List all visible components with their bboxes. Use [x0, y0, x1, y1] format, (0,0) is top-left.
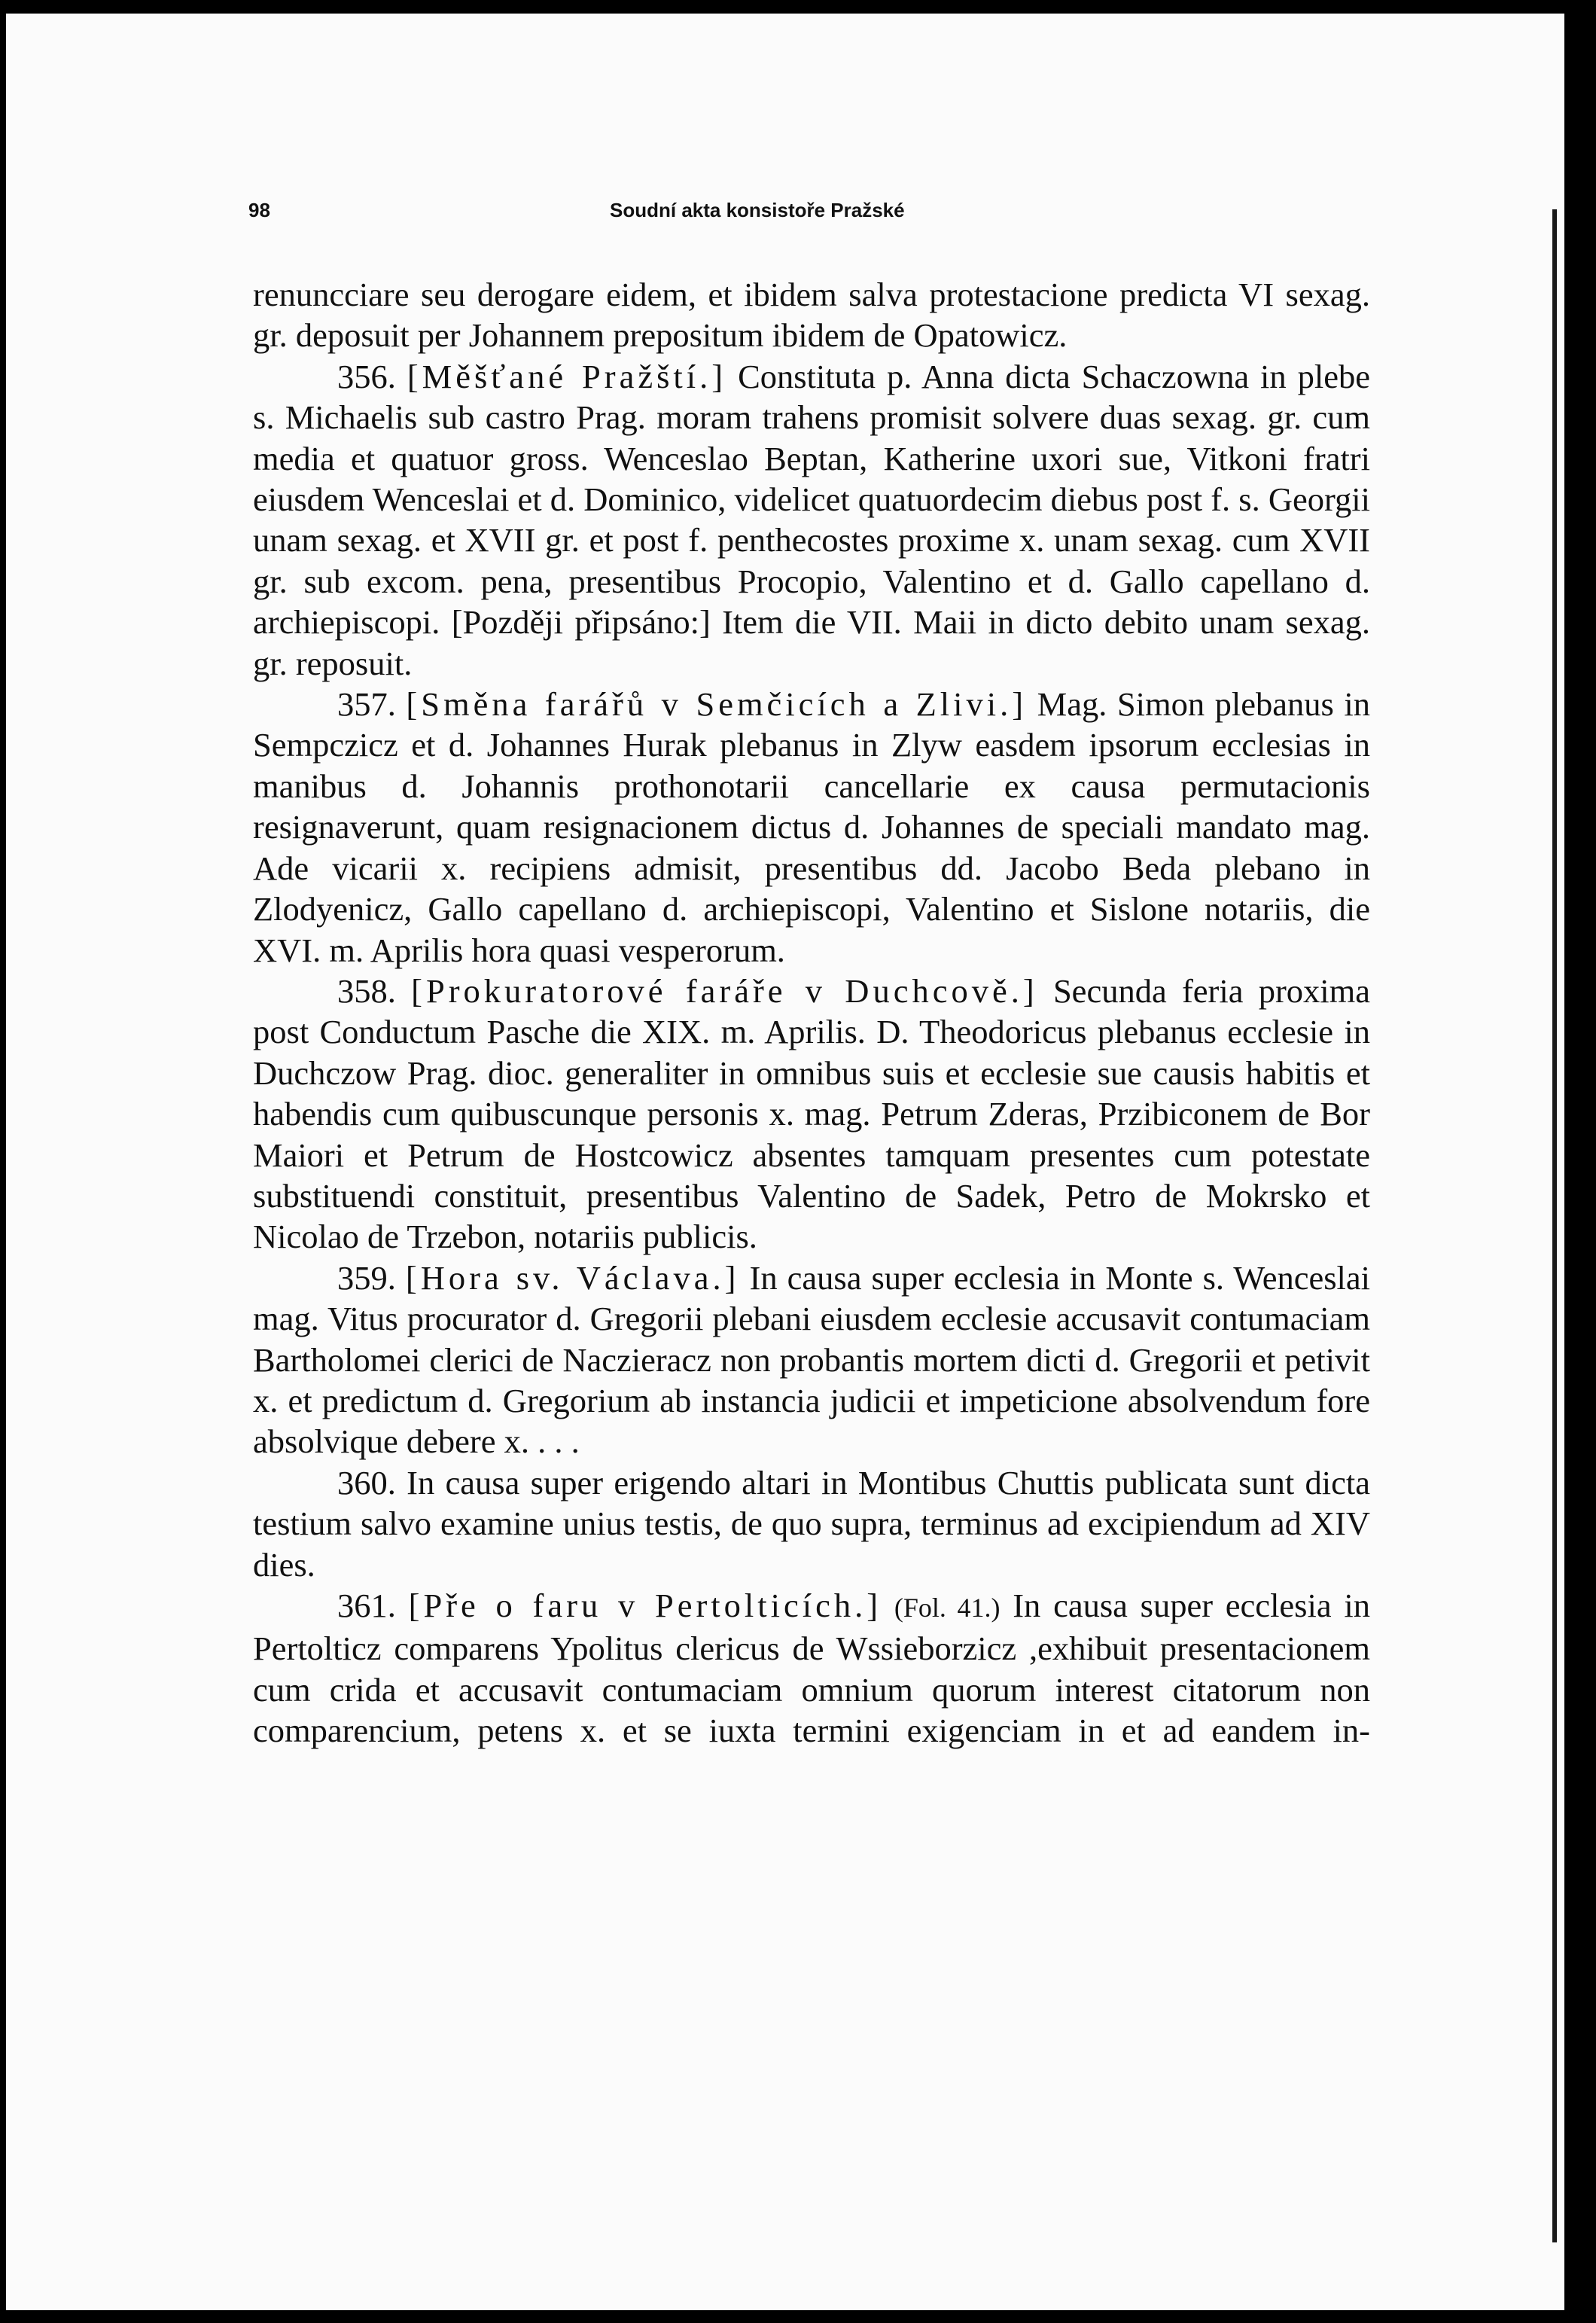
- entry-359: [253, 1258, 1370, 1462]
- entry-text: In causa super ecclesia in Pertolticz comparens Ypolitus clericus de Wssieborzicz ,exhibuit presentacionem cum crida et accusavit contumaciam omnium quorum interest citatorum non comparencium, petens x. et se iuxta termini exigenciam in et ad eandem in-: [253, 1587, 1370, 1750]
- entry-number: 361.: [337, 1587, 396, 1624]
- entry-360: [253, 1462, 1370, 1585]
- entry-title: [Směna farářů v Semčicích a Zlivi.]: [406, 685, 1028, 724]
- entry-357: [253, 684, 1370, 971]
- entry-number: 358.: [337, 971, 396, 1010]
- entry-text: Mag. Simon plebanus in Sempczicz et d. Johannes Hurak plebanus in Zlyw easdem ipsorum ecclesias in manibus d. Johannis prothonotarii cancellarie ex causa permutacionis resignaverunt, quam resignacionem dictus d. Johannes de speciali mandato mag. Ade vicarii x. recipiens admisit, presentibus dd. Jacobo Beda plebano in Zlodyenicz, Gallo capellano d. archiepiscopi, Valentino et Sislone notariis, die XVI. m. Aprilis hora quasi vesperorum.: [253, 685, 1371, 969]
- paragraph-continuation: [253, 274, 1370, 356]
- entry-356: [253, 356, 1370, 684]
- entry-number: 360.: [337, 1463, 396, 1501]
- running-title: Soudní akta konsistoře Pražské: [610, 199, 905, 221]
- entry-text: In causa super ecclesia in Monte s. Wenceslai mag. Vitus procurator d. Gregorii plebani eiusdem ecclesie accusavit contumaciam Bartholomei clerici de Naczieracz non probantis mortem dicti d. Gregorii et petivit x. et predictum d. Gregorium ab instancia judicii et impeticione absolvendum fore absolvique debere x. . . .: [253, 1258, 1371, 1461]
- body-text: [253, 274, 1370, 1751]
- entry-title: [Měšťané Pražští.]: [407, 357, 727, 395]
- entry-text: In causa super erigendo altari in Montibus Chuttis publicata sunt dicta testium salvo examine unius testis, de quo supra, terminus ad excipiendum ad XIV dies.: [253, 1463, 1370, 1584]
- entry-number: 357.: [337, 685, 396, 724]
- paragraph-text: renuncciare seu derogare eidem, et ibidem salva protestacione predicta VI sexag. gr. deposuit per Johannem prepositum ibidem de Opatowicz.: [253, 276, 1370, 355]
- entry-358: [253, 971, 1370, 1258]
- entry-text: Constituta p. Anna dicta Schaczowna in plebe s. Michaelis sub castro Prag. moram trahens promisit solvere duas sexag. gr. cum media et quatuor gross. Wenceslao Beptan, Katherine uxori sue, Vitkoni fratri eiusdem Wenceslai et d. Dominico, videlicet quatuordecim diebus post f. s. Georgii unam sexag. et XVII gr. et post f. penthecostes proxime x. unam sexag. cum XVII gr. sub excom. pena, presentibus Procopio, Valentino et d. Gallo capellano d. archiepiscopi. [Později připsáno:] Item die VII. Maii in dicto debito unam sexag. gr. reposuit.: [253, 357, 1370, 682]
- entry-361: [253, 1585, 1370, 1751]
- folio-reference: (Fol. 41.): [894, 1593, 1001, 1623]
- entry-number: 359.: [337, 1258, 396, 1297]
- entry-number: 356.: [337, 357, 396, 395]
- entry-title: [Prokuratorové faráře v Duchcově.]: [411, 971, 1038, 1010]
- page-number: 98: [248, 199, 270, 221]
- binding-edge-mark: [1552, 209, 1557, 2242]
- entry-title: [Pře o faru v Pertolticích.]: [408, 1587, 882, 1624]
- entry-title: [Hora sv. Václava.]: [405, 1258, 740, 1297]
- entry-text: Secunda feria proxima post Conductum Pasche die XIX. m. Aprilis. D. Theodoricus plebanus ecclesie in Duchczow Prag. dioc. generaliter in omnibus suis et ecclesie sue causis habitis et habendis cum quibuscunque personis x. mag. Petrum Zderas, Przibiconem de Bor Maiori et Petrum de Hostcowicz absentes tamquam presentes cum potestate substituendi constituit, presentibus Valentino de Sadek, Petro de Mokrsko et Nicolao de Trzebon, notariis publicis.: [253, 971, 1371, 1256]
- scanned-page: [6, 14, 1564, 2310]
